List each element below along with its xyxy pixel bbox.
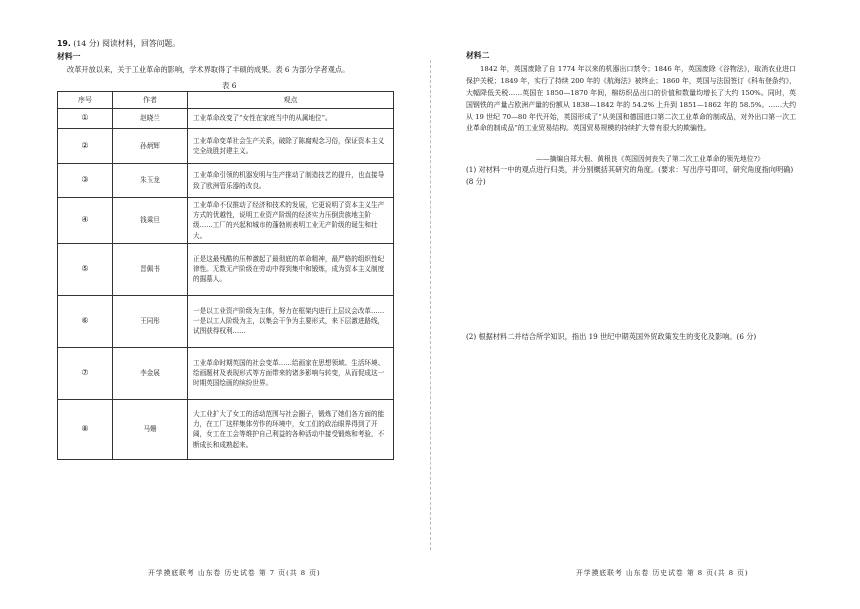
footer-right: 开学摸底联考 山东卷 历史试卷 第 8 页(共 8 页) <box>576 569 749 577</box>
table-row <box>58 399 394 459</box>
row-view: 正是这最残酷的压榨激起了最彻底的革命精神，最严格的组织性纪律性。无数无产阶级在劳动中得到集中和锻炼，成为资本主义制度的掘墓人。 <box>188 243 394 295</box>
row-author: 赵晓兰 <box>113 109 188 129</box>
table-row <box>58 198 394 244</box>
row-number: ⑥ <box>58 295 113 347</box>
row-number: ⑧ <box>58 399 113 459</box>
material2-paragraph: 1842 年，英国废除了自 1774 年以来的机器出口禁令；1846 年，英国废除《谷物法》，取消农业进口保护关税；1849 年，实行了持续 200 年的《航海法》被终止；1860 年，英国与法国签订《科布登条约》，大幅降低关税……英国在 1850—1870 年间，棉纺织品出口的价值和数量均增长了大约 150%。同时，英国钢铁的产量占欧洲产量的份额从 1838—1842 年的 54.2% 上升到 1851—1862 年的 58.5%。……大约从 19 世纪 70—80 年代开始，英国形成了“从美国和德国进口第二次工业革命的制成品，对外出口第一次工业革命的制成品”的工业贸易结构。英国贸易规模的持续扩大带有很大的欺骗性。 <box>466 65 796 133</box>
question-header <box>57 38 180 49</box>
row-number: ④ <box>58 198 113 244</box>
header-author: 作者 <box>113 92 188 109</box>
row-view: 工业革命变革社会生产关系，破除了陈腐观念习俗，保证资本主义完全战胜封建主义。 <box>188 129 394 164</box>
table-header-row <box>58 92 394 109</box>
row-number: ① <box>58 109 113 129</box>
row-number: ⑤ <box>58 243 113 295</box>
material2-title: 材料二 <box>466 51 490 60</box>
material2-source: ——摘编自郑大根、黄根良《英国因何丧失了第二次工业革命的领先地位?》 <box>536 155 764 163</box>
row-author: 钱乘旦 <box>113 198 188 244</box>
row-number: ⑦ <box>58 347 113 399</box>
row-view: 工业革命改变了“女性在家庭当中的从属地位”。 <box>188 109 394 129</box>
row-view: 工业革命不仅推动了经济和技术的发展，它更说明了资本主义生产方式的优越性，说明工业资产阶级的经济实力压倒贵族地主阶级……工厂的兴起和城市的蓬勃则表明工业无产阶级的诞生和壮大。 <box>188 198 394 244</box>
table-caption: 表 6 <box>222 81 237 90</box>
question-score: (14 分) <box>73 39 100 48</box>
sub-question-2: (2) 根据材料二并结合所学知识，指出 19 世纪中期英国外贸政策发生的变化及影响。(6 分) <box>466 332 757 341</box>
row-author: 马姗 <box>113 399 188 459</box>
table-row <box>58 347 394 399</box>
row-number: ③ <box>58 164 113 198</box>
sub-question-1: (1) 对材料一中的观点进行归类，并分别概括其研究的角度。(要求：写出序号即可，研究角度指向明确) (8 分) <box>466 165 794 186</box>
header-view: 观点 <box>188 92 394 109</box>
row-view: 大工业扩大了女工的活动范围与社会圈子，锻炼了她们各方面的能力，在工厂这样集体劳作的环境中，女工们的政治眼界得到了开阔，女工在工会等维护自己利益的各种活动中接受锻炼和考验，不断成长和成熟起来。 <box>188 399 394 459</box>
question-prompt: 阅读材料，回答问题。 <box>102 39 181 48</box>
material1-intro: 改革开放以来，关于工业革命的影响，学术界取得了丰硕的成果。表 6 为部分学者观点。 <box>67 65 350 74</box>
table-row <box>58 129 394 164</box>
row-author: 孙炳辉 <box>113 129 188 164</box>
row-number: ② <box>58 129 113 164</box>
footer-left: 开学摸底联考 山东卷 历史试卷 第 7 页(共 8 页) <box>148 569 321 577</box>
row-view: 工业革命时期英国的社会变革……给画家在思想领域、生活环境、绘画题材及表现形式等方面带来的诸多影响与转变，从而促成这一时期英国绘画的缤纷世界。 <box>188 347 394 399</box>
row-view: 一是以工业资产阶级为主体，努力在框架内进行上层议会改革……一是以工人阶级为主，以集会干争为主要形式，来下层激进路线，试图获得权利…… <box>188 295 394 347</box>
row-author: 李金展 <box>113 347 188 399</box>
header-number: 序号 <box>58 92 113 109</box>
question-number: 19. <box>57 39 71 48</box>
table-row <box>58 164 394 198</box>
row-author: 朱玉龙 <box>113 164 188 198</box>
table-row <box>58 295 394 347</box>
viewpoints-table <box>57 91 394 460</box>
row-author: 王同彤 <box>113 295 188 347</box>
table-row <box>58 109 394 129</box>
material1-title: 材料一 <box>57 52 81 61</box>
table-row <box>58 243 394 295</box>
row-view: 工业革命引领的机器发明与生产推动了制造技艺的提升，也直接导致了欧洲管乐器的改良。 <box>188 164 394 198</box>
row-author: 晋佩书 <box>113 243 188 295</box>
